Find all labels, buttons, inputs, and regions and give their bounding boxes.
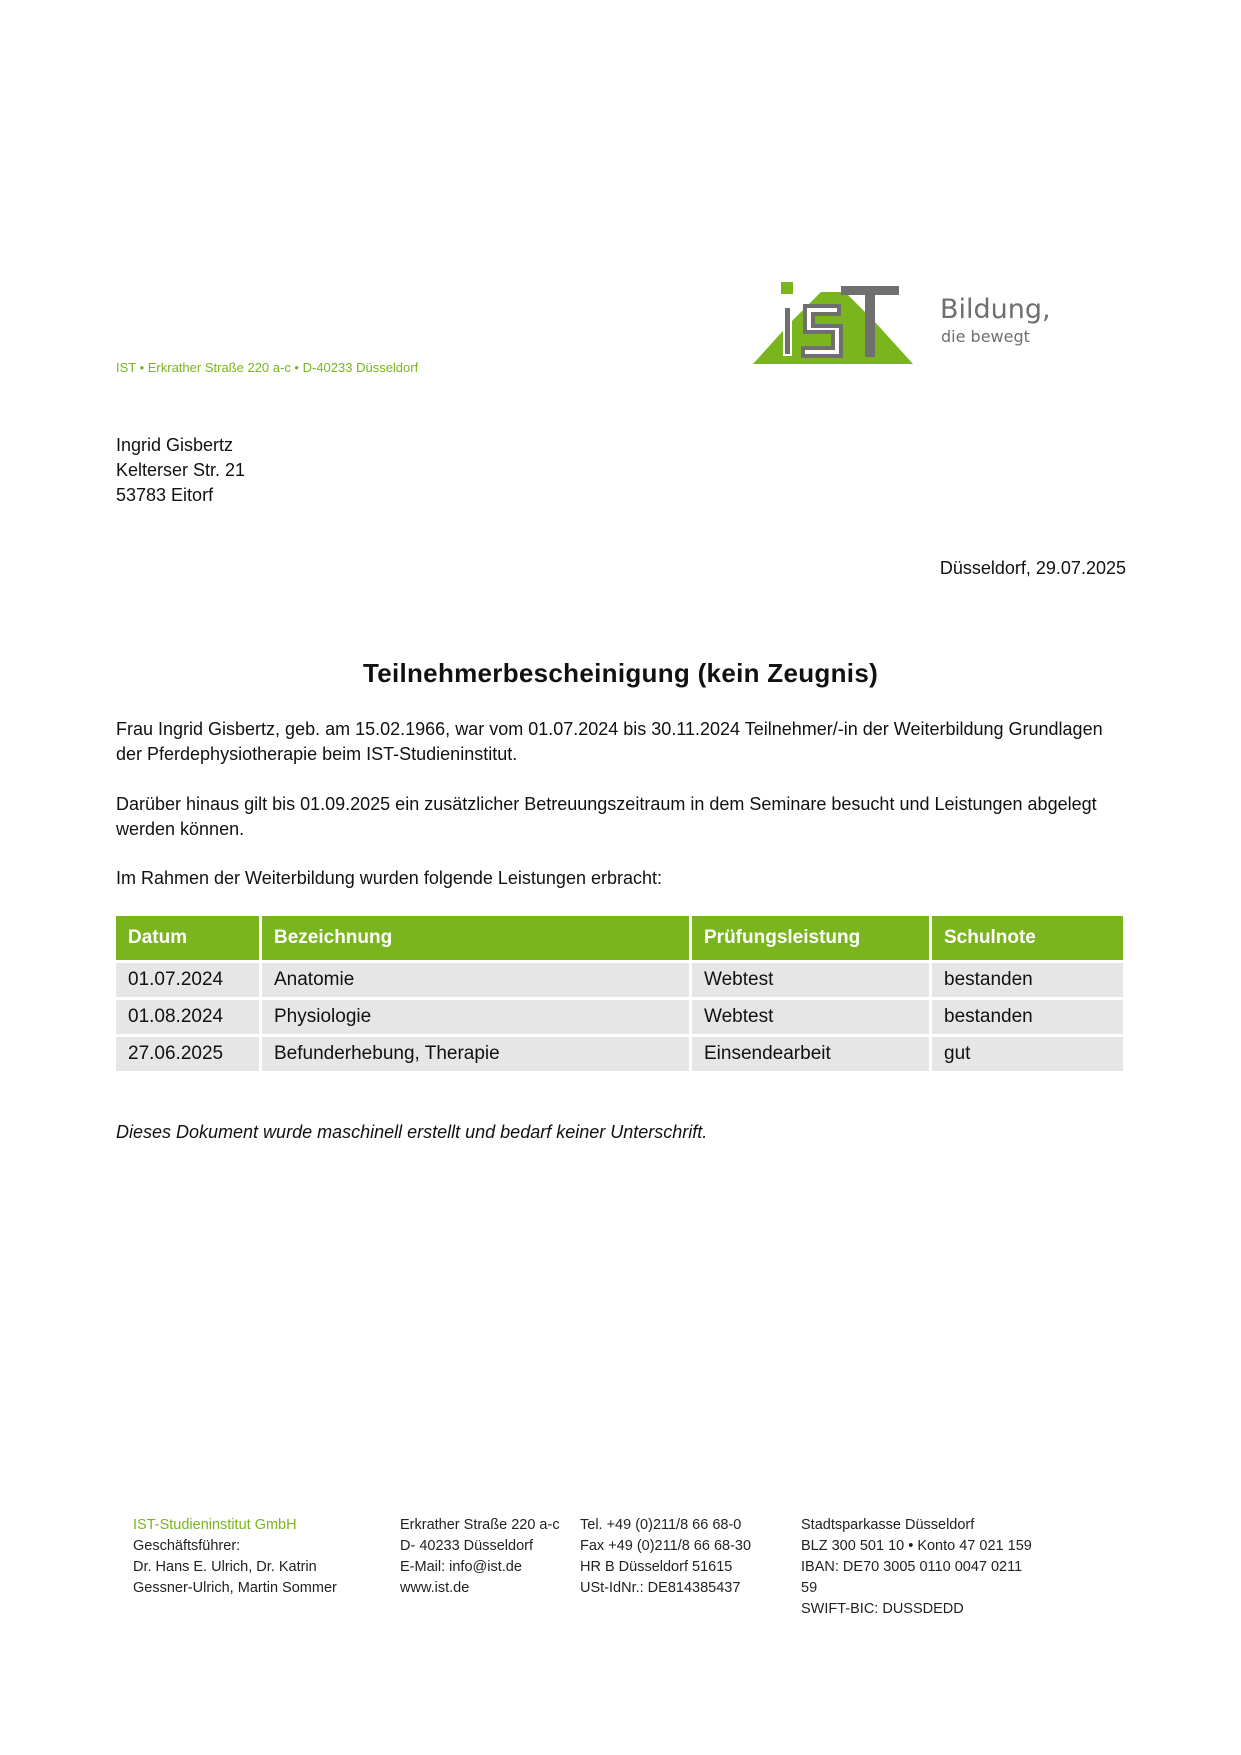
footer-line: BLZ 300 501 10 • Konto 47 021 159 — [801, 1538, 1032, 1554]
footer-line: USt-IdNr.: DE814385437 — [580, 1580, 741, 1596]
footer-line: SWIFT-BIC: DUSSDEDD — [801, 1601, 964, 1617]
paragraph-support-period: Darüber hinaus gilt bis 01.09.2025 ein zusätzlicher Betreuungszeitraum in dem Seminare besucht und Leistungen abgelegt werden können. — [116, 794, 1097, 839]
logo-wordmark — [940, 295, 1051, 347]
footer-contact — [580, 1515, 751, 1599]
header-bezeichnung: Bezeichnung — [262, 916, 689, 960]
footer-fax: Fax +49 (0)211/8 66 68-30 — [580, 1538, 752, 1554]
achievements-table — [113, 913, 1126, 1074]
footer-company — [133, 1515, 337, 1599]
paragraph-participation: Frau Ingrid Gisbertz, geb. am 15.02.1966, war vom 01.07.2024 bis 30.11.2024 Teilnehmer/-in der Weiterbildung Grundlagen der Pferdephysiotherapie beim IST-Studieninstitut. — [116, 719, 1103, 764]
cell-datum: 01.07.2024 — [116, 963, 259, 997]
footer-line: HR B Düsseldorf 51615 — [580, 1559, 733, 1575]
table-row — [116, 963, 1123, 997]
cell-schulnote: bestanden — [932, 963, 1123, 997]
footer-line: Geschäftsführer: — [133, 1538, 241, 1554]
logo-word: Bildung, — [940, 294, 1051, 325]
recipient-city: 53783 Eitorf — [116, 485, 214, 505]
footer-bank — [801, 1515, 1032, 1620]
footer-line: D- 40233 Düsseldorf — [400, 1538, 533, 1554]
date-line: Düsseldorf, 29.07.2025 — [939, 558, 1126, 578]
recipient-street: Kelterser Str. 21 — [116, 460, 246, 480]
cell-bezeichnung: Physiologie — [262, 1000, 689, 1034]
recipient-address — [116, 433, 245, 508]
cell-pruefungsleistung: Webtest — [692, 963, 929, 997]
cell-schulnote: gut — [932, 1037, 1123, 1071]
footer-line: IBAN: DE70 3005 0110 0047 0211 — [801, 1559, 1023, 1575]
logo-tagline: die bewegt — [941, 327, 1030, 346]
sender-line: IST • Erkrather Straße 220 a-c • D-40233 Düsseldorf — [116, 360, 419, 375]
header-datum: Datum — [116, 916, 259, 960]
footer-website: www.ist.de — [400, 1580, 470, 1596]
footer-phone: Tel. +49 (0)211/8 66 68-0 — [580, 1517, 742, 1533]
cell-schulnote: bestanden — [932, 1000, 1123, 1034]
table-row — [116, 1037, 1123, 1071]
table-header-row — [116, 916, 1123, 960]
paragraph-achievements-intro: Im Rahmen der Weiterbildung wurden folgende Leistungen erbracht: — [116, 868, 662, 888]
footer-line: Dr. Hans E. Ulrich, Dr. Katrin — [133, 1559, 317, 1575]
cell-datum: 01.08.2024 — [116, 1000, 259, 1034]
footer-line: Erkrather Straße 220 a-c — [400, 1517, 560, 1533]
footer-address — [400, 1515, 560, 1599]
footer-line: Gessner-Ulrich, Martin Sommer — [133, 1580, 337, 1596]
footer-line: Stadtsparkasse Düsseldorf — [801, 1517, 975, 1533]
cell-pruefungsleistung: Einsendearbeit — [692, 1037, 929, 1071]
recipient-name: Ingrid Gisbertz — [116, 435, 234, 455]
cell-bezeichnung: Befunderhebung, Therapie — [262, 1037, 689, 1071]
table-row — [116, 1000, 1123, 1034]
cell-pruefungsleistung: Webtest — [692, 1000, 929, 1034]
header-pruefungsleistung: Prüfungsleistung — [692, 916, 929, 960]
cell-bezeichnung: Anatomie — [262, 963, 689, 997]
ist-logo-mark — [753, 282, 913, 367]
footer-company-name: IST-Studieninstitut GmbH — [133, 1517, 297, 1533]
machine-generated-note: Dieses Dokument wurde maschinell erstellt und bedarf keiner Unterschrift. — [116, 1122, 708, 1142]
footer-email: E-Mail: info@ist.de — [400, 1559, 522, 1575]
header-schulnote: Schulnote — [932, 916, 1123, 960]
cell-datum: 27.06.2025 — [116, 1037, 259, 1071]
footer-line: 59 — [801, 1580, 818, 1596]
document-title: Teilnehmerbescheinigung (kein Zeugnis) — [362, 658, 879, 688]
